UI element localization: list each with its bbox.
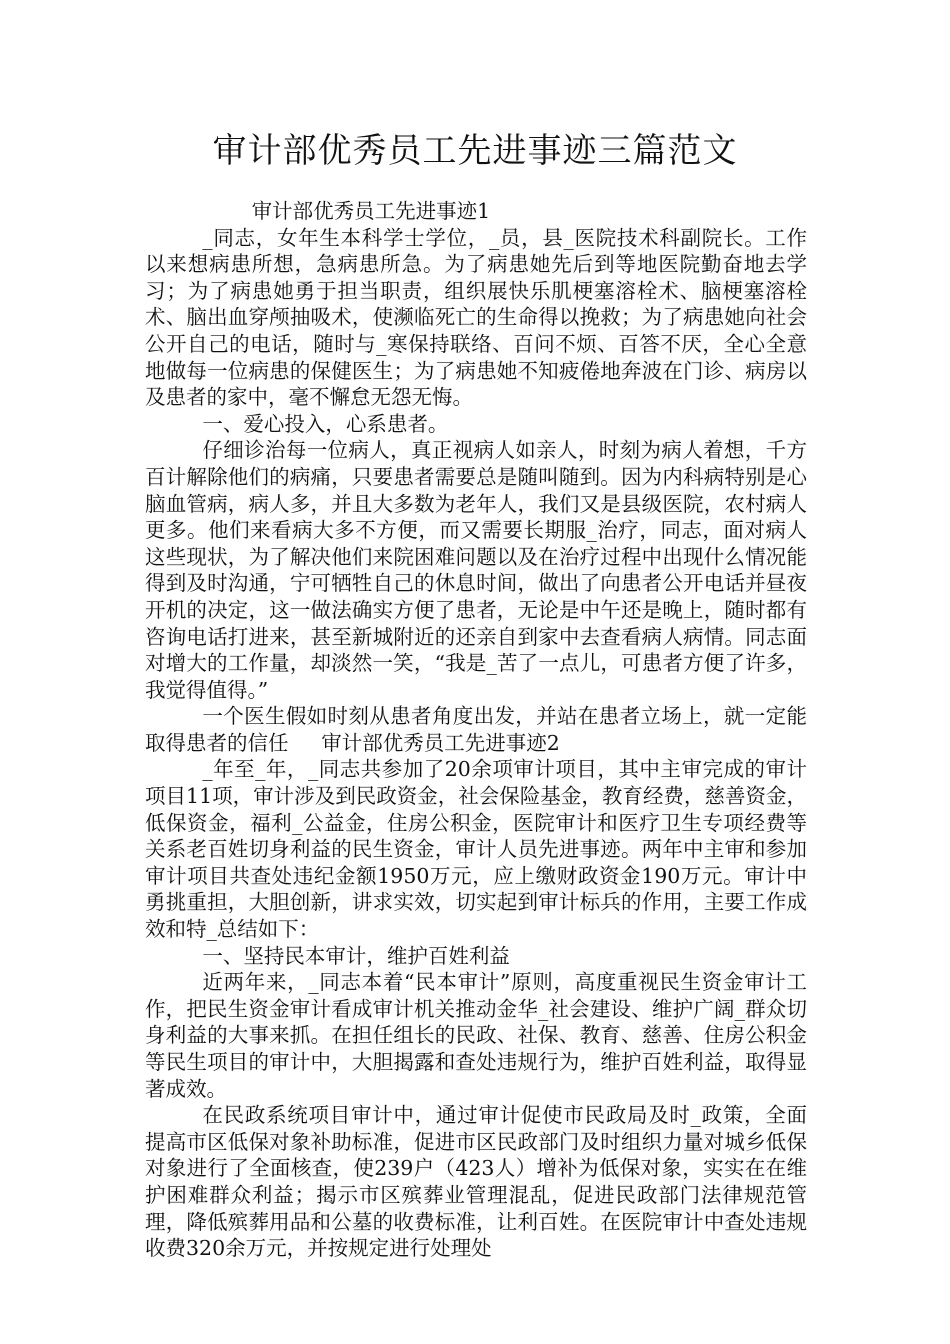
paragraph-civil-affairs: 在民政系统项目审计中，通过审计促使市民政局及时_政策，全面提高市区低保对象补助标准，促进市区民政部门及时组织力量对城乡低保对象进行了全面核查，使239户（423人）增补为低保对象，实实在在维护困难群众利益；揭示市区殡葬业管理混乱，促进民政部门法律规范管理，降低殡葬用品和公墓的收费标准，让利百姓。在医院审计中查处违规收费320余万元，并按规定进行处理处 <box>145 1103 807 1261</box>
subheading-people-audit: 一、坚持民本审计，维护百姓利益 <box>202 943 510 968</box>
paragraph-care: 仔细诊治每一位病人，真正视病人如亲人，时刻为病人着想，千方百计解除他们的病痛，只要患者需要总是随叫随到。因为内科病特别是心脑血管病，病人多，并且大多数为老年人，我们又是县级医院，农村病人更多。他们来看病大多不方便，而又需要长期服_治疗，同志，面对病人这些现状，为了解决他们来院困难问题以及在治疗过程中出现什么情况能得到及时沟通，宁可牺牲自己的休息时间，做出了向患者公开电话并昼夜开机的决定，这一做法确实方便了患者，无论是中午还是晚上，随时都有咨询电话打进来，甚至新城附近的还亲自到家中去查看病人病情。同志面对增大的工作量，却淡然一笑，“我是_苦了一点儿，可患者方便了许多，我觉得值得。” <box>145 438 807 702</box>
paragraph-people-audit: 近两年来，_同志本着“民本审计”原则，高度重视民生资金审计工作，把民生资金审计看成审计机关推动金华_社会建设、维护广阔_群众切身利益的大事来抓。在担任组长的民政、社保、教育、慈善、住房公积金等民生项目的审计中，大胆揭露和查处违规行为，维护百姓利益，取得显著成效。 <box>145 970 807 1101</box>
paragraph-trust-text: 一个医生假如时刻从患者角度出发，并站在患者立场上，就一定能取得患者的信任 <box>145 704 807 755</box>
paragraph-intro: _同志，女年生本科学士学位，_员，县_医院技术科副院长。工作以来想病患所想，急病患所急。为了病患她先后到等地医院勤奋地去学习；为了病患她勇于担当职责，组织展快乐肌梗塞溶栓术、脑梗塞溶栓术、脑出血穿颅抽吸术，使濒临死亡的生命得以挽救；为了病患她向社会公开自己的电话，随时与_寒保持联络、百问不烦、百答不厌，全心全意地做每一位病患的保健医生；为了病患她不知疲倦地奔波在门诊、病房以及患者的家中，毫不懈怠无怨无悔。 <box>145 225 807 410</box>
subheading-love: 一、爱心投入，心系患者。 <box>202 411 449 436</box>
page-title: 审计部优秀员工先进事迹三篇范文 <box>212 131 738 171</box>
paragraph-trust <box>145 703 807 756</box>
section-heading-1: 审计部优秀员工先进事迹1 <box>251 199 491 223</box>
document-body <box>145 198 807 1262</box>
paragraph-audit-summary: _年至_年，_同志共参加了20余项审计项目，其中主审完成的审计项目11项，审计涉及到民政资金，社会保险基金，教育经费，慈善资金，低保资金，福利_公益金，住房公积金，医院审计和医疗卫生专项经费等关系老百姓切身利益的民生资金，审计人员先进事迹。两年中主审和参加审计项目共查处违纪金额1950万元，应上缴财政资金190万元。审计中勇挑重担，大胆创新，讲求实效，切实起到审计标兵的作用，主要工作成效和特_总结如下： <box>145 757 807 942</box>
section-heading-2: 审计部优秀员工先进事迹2 <box>321 730 560 755</box>
